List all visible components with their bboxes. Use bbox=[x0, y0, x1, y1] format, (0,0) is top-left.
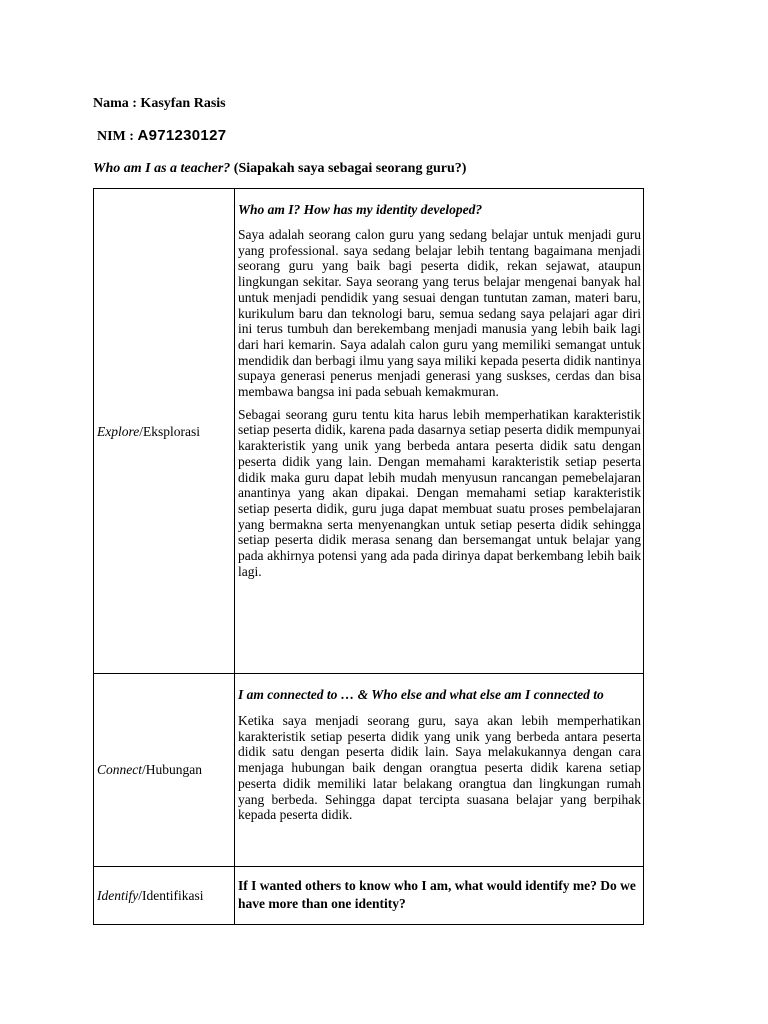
table-row-explore bbox=[94, 189, 644, 674]
row-label-cell bbox=[94, 189, 235, 674]
main-question bbox=[93, 161, 466, 177]
row-label-cell bbox=[94, 867, 235, 925]
main-question-indonesian: (Siapakah saya sebagai seorang guru?) bbox=[230, 161, 467, 176]
row-label bbox=[94, 424, 234, 440]
row-paragraph: Saya adalah seorang calon guru yang sedang belajar untuk menjadi guru yang professional. saya sedang belajar lebih tentang bagaimana menjadi seorang guru yang baik bagi peserta didik, rekan sejawat, ataupun lingkungan sekitar. Saya seorang yang terus belajar mengenai banyak hal untuk menjadi pendidik yang sesuai dengan tuntutan zaman, materi baru, kurikulum baru dan teknologi baru, semua sedang saya pelajari agar diri ini terus tumbuh dan berekembang menjadi manusia yang lebih baik lagi dari hari kemarin. Saya adalah calon guru yang memiliki semangat untuk mendidik dan berbagi ilmu yang saya miliki kepada peserta didik nantinya supaya generasi penerus menjadi generasi yang suskses, cerdas dan bisa membawa bangsa ini pada sebuah kemakmuran. bbox=[238, 227, 641, 400]
row-label-english: Explore bbox=[97, 424, 140, 439]
row-paragraph: Ketika saya menjadi seorang guru, saya akan lebih memperhatikan karakteristik setiap peserta didik yang unik yang berbeda antara peserta didik satu dengan peserta didik lain. Saya melakukannya dengan cara menjaga hubungan baik dengan orangtua peserta didik karena setiap peserta didik memiliki latar belakang orangtua dan lingkungan rumah yang berbeda. Sehingga dapat tercipta suasana belajar yang berpihak kepada peserta didik. bbox=[238, 713, 641, 823]
row-content-cell bbox=[235, 867, 644, 925]
student-nim bbox=[97, 127, 226, 145]
student-name: Nama : Kasyfan Rasis bbox=[93, 96, 226, 111]
row-content-cell bbox=[235, 674, 644, 867]
row-label bbox=[94, 888, 234, 904]
row-label-cell bbox=[94, 674, 235, 867]
nim-label: NIM : bbox=[97, 129, 138, 144]
table-row-identify bbox=[94, 867, 644, 925]
row-heading: I am connected to … & Who else and what else am I connected to bbox=[238, 687, 604, 702]
row-label-indonesian: /Eksplorasi bbox=[139, 424, 200, 439]
nim-value: A971230127 bbox=[137, 127, 227, 144]
row-heading: If I wanted others to know who I am, what would identify me? Do we have more than one identity? bbox=[238, 878, 636, 911]
row-heading: Who am I? How has my identity developed? bbox=[238, 202, 483, 217]
row-label bbox=[94, 762, 234, 778]
row-label-indonesian: /Identifikasi bbox=[138, 887, 204, 903]
reflection-table bbox=[93, 188, 644, 925]
row-content-cell bbox=[235, 189, 644, 674]
row-label-english: Connect bbox=[97, 762, 142, 777]
table-row-connect bbox=[94, 674, 644, 867]
main-question-english: Who am I as a teacher? bbox=[93, 161, 231, 176]
row-label-indonesian: /Hubungan bbox=[142, 762, 202, 777]
row-label-english: Identify bbox=[97, 887, 139, 903]
row-paragraph: Sebagai seorang guru tentu kita harus lebih memperhatikan karakteristik setiap peserta didik, karena pada dasarnya setiap peserta didik mempunyai karakteristik yang unik yang berbeda antara peserta didik satu dengan peserta didik yang lain. Dengan memahami karakteristik setiap peserta didik maka guru dapat lebih mudah menyusun rancangan pemebelajaran anantinya yang akan dipakai. Dengan memahami setiap karakteristik setiap peserta didik, guru juga dapat membuat suatu proses pembelajaran yang bermakna serta menyenangkan untuk setiap peserta didik sehingga setiap peserta didik merasa senang dan bersemangat untuk belajar yang pada akhirnya potensi yang ada pada dirinya dapat berkembang lebih baik lagi. bbox=[238, 406, 641, 579]
